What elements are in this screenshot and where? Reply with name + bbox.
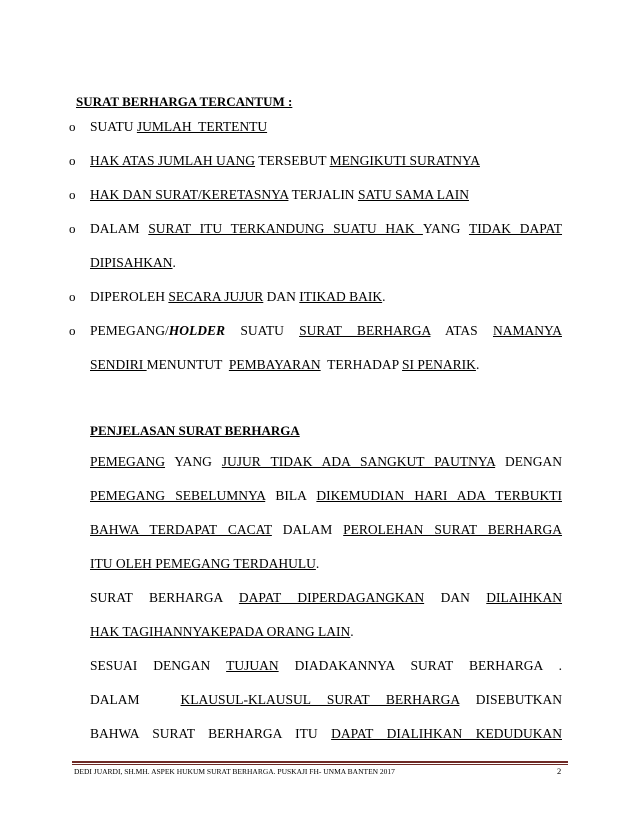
- bullet-line-text: TERSEBUT: [255, 153, 330, 168]
- body-line-text: KLAUSUL-KLAUSUL SURAT BERHARGA: [180, 692, 460, 707]
- body-line-text: BILA: [265, 488, 317, 503]
- bullet-line-text: HAK ATAS JUMLAH UANG: [90, 153, 256, 168]
- body-line: [90, 725, 562, 743]
- bullet-line-text: .: [172, 255, 176, 270]
- bullet-line-text: JUMLAH TERTENTU: [136, 119, 268, 134]
- bullet-line: [90, 254, 562, 272]
- bullet-line-text: DALAM: [90, 221, 149, 236]
- body-line-text: DILAIHKAN: [486, 590, 563, 605]
- bullet-line: [90, 220, 562, 238]
- bullet-line-text: HAK DAN SURAT/KERETASNYA: [90, 187, 289, 202]
- body-line-text: JUJUR TIDAK ADA SANGKUT PAUTNYA: [221, 454, 496, 469]
- bullet-line-text: TERJALIN: [288, 187, 358, 202]
- bullet-line-text: ATAS: [430, 323, 493, 338]
- bullet-marker: o: [69, 153, 76, 168]
- body-line: [90, 623, 562, 641]
- subheading: PENJELASAN SURAT BERHARGA: [90, 423, 300, 438]
- body-line-text: PEROLEHAN SURAT BERHARGA: [343, 522, 563, 537]
- bullet-line-text: PEMBAYARAN: [228, 357, 321, 372]
- bullet-marker: o: [69, 119, 76, 134]
- body-line-text: .: [350, 624, 354, 639]
- bullet-line-text: .: [382, 289, 386, 304]
- body-line-text: PEMEGANG SEBELUMNYA: [90, 488, 266, 503]
- body-line: [90, 657, 562, 675]
- bullet-line-text: .: [475, 357, 480, 372]
- body-line-text: DENGAN: [495, 454, 563, 469]
- body-line: [90, 691, 562, 709]
- body-line-text: .: [315, 556, 320, 571]
- bullet-marker: o: [69, 289, 76, 304]
- bullet-line-text: SUATU: [225, 323, 300, 338]
- bullet-line-text: TERHADAP: [320, 357, 403, 372]
- bullet-marker: o: [69, 323, 76, 338]
- bullet-line-text: DAN: [263, 289, 300, 304]
- bullet-line-text: YANG: [422, 221, 469, 236]
- bullet-line-text: SATU SAMA LAIN: [357, 187, 469, 202]
- body-line-text: DIKEMUDIAN HARI ADA TERBUKTI: [316, 488, 562, 503]
- body-line: [90, 589, 562, 607]
- body-line-text: HAK TAGIHANNYAKEPADA ORANG LAIN: [90, 624, 351, 639]
- body-line-text: DALAM: [90, 692, 181, 707]
- bullet-line-text: NAMANYA: [492, 323, 562, 338]
- bullet-line-text: PEMEGANG/: [90, 323, 169, 338]
- body-line-text: SURAT BERHARGA: [90, 590, 239, 605]
- bullet-line-text: DIPEROLEH: [90, 289, 169, 304]
- bullet-line-text: SENDIRI: [90, 357, 147, 372]
- body-line-text: DIADAKANNYA SURAT BERHARGA .: [278, 658, 562, 673]
- bullet-line-text: SECARA JUJUR: [168, 289, 264, 304]
- bullet-line: [90, 288, 562, 306]
- body-line-text: PEMEGANG: [90, 454, 166, 469]
- body-line-text: YANG: [165, 454, 222, 469]
- body-line-text: DAPAT DIPERDAGANGKAN: [238, 590, 425, 605]
- bullet-line-text: HOLDER: [168, 323, 226, 338]
- body-line: [90, 453, 562, 471]
- bullet-line-text: SI PENARIK: [402, 357, 476, 372]
- body-line: [90, 521, 562, 539]
- section-heading: SURAT BERHARGA TERCANTUM :: [76, 94, 293, 109]
- body-line-text: BAHWA TERDAPAT CACAT: [90, 522, 272, 537]
- body-line-text: ITU OLEH PEMEGANG TERDAHULU: [90, 556, 316, 571]
- footer-text: DEDI JUARDI, SH.MH. ASPEK HUKUM SURAT BERHARGA. PUSKAJI FH- UNMA BANTEN 2017: [74, 767, 395, 776]
- bullet-line: [90, 322, 562, 340]
- bullet-line: [90, 118, 562, 136]
- footer-rule: [72, 761, 568, 763]
- bullet-line-text: ITIKAD BAIK: [299, 289, 383, 304]
- body-line-text: DISEBUTKAN: [459, 692, 562, 707]
- bullet-line-text: SURAT BERHARGA: [299, 323, 431, 338]
- body-line-text: DAN: [424, 590, 487, 605]
- body-line-text: SESUAI DENGAN: [90, 658, 227, 673]
- footer-rule-thin: [72, 764, 568, 765]
- bullet-marker: o: [69, 221, 76, 236]
- bullet-marker: o: [69, 187, 76, 202]
- body-line: [90, 555, 562, 573]
- bullet-line-text: DIPISAHKAN: [90, 255, 173, 270]
- body-line-text: DAPAT DIALIHKAN KEDUDUKAN: [331, 726, 562, 741]
- bullet-line-text: MENUNTUT: [146, 357, 229, 372]
- bullet-line: [90, 356, 562, 374]
- bullet-line-text: TIDAK DAPAT: [468, 221, 563, 236]
- bullet-line-text: SUATU: [90, 119, 137, 134]
- bullet-line-text: SURAT ITU TERKANDUNG SUATU HAK: [148, 221, 423, 236]
- body-line: [90, 487, 562, 505]
- bullet-line: [90, 186, 562, 204]
- body-line-text: DALAM: [271, 522, 344, 537]
- body-line-text: TUJUAN: [226, 658, 279, 673]
- page-number: 2: [557, 766, 562, 776]
- body-line-text: BAHWA SURAT BERHARGA ITU: [90, 726, 332, 741]
- bullet-line-text: MENGIKUTI SURATNYA: [329, 153, 480, 168]
- bullet-line: [90, 152, 562, 170]
